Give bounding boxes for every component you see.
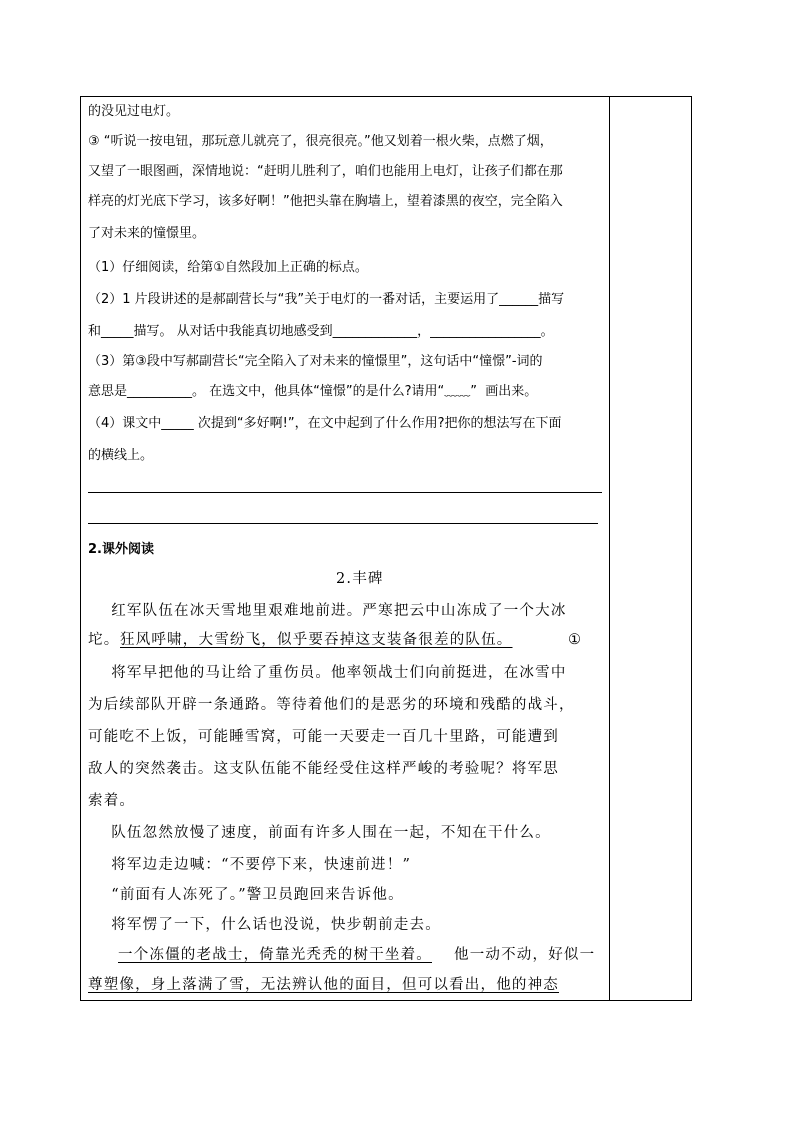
passage-line-3: 又望了一眼图画，深情地说：“赶明儿胜利了，咱们也能用上电灯，让孩子们都在那 xyxy=(88,164,563,179)
question-4-line-1: （4）课文中_____ 次提到“多好啊!”，在文中起到了什么作用?把你的想法写在下面 xyxy=(88,416,562,431)
story-line-11: 将军愣了一下，什么话也没说，快步朝前走去。 xyxy=(88,917,441,933)
story-marker-1: ① xyxy=(568,632,583,648)
story-line-7: 索着。 xyxy=(88,793,136,809)
question-2-line-2: 和_____描写。 从对话中我能真切地感受到_____________，_________________。 xyxy=(88,324,554,339)
story-line-4: 为后续部队开辟一条通路。等待着他们的是恶劣的环境和残酷的战斗， xyxy=(88,697,575,713)
table-column-divider xyxy=(609,97,610,1000)
question-3-line-2: 意思是__________。 在选文中，他具体“憧憬”的是什么?请用“﹏﹏” 画出来。 xyxy=(88,384,538,399)
passage-line-4: 样亮的灯光底下学习，该多好啊！”他把头靠在胸墙上，望着漆黑的夜空，完全陷入 xyxy=(88,194,563,209)
story-line-1: 红军队伍在冰天雪地里艰难地前进。严寒把云中山冻成了一个大冰 xyxy=(88,603,567,619)
story-line-9: 将军边走边喊：“不要停下来，快速前进！” xyxy=(88,857,412,873)
story-line-2: 坨。 xyxy=(88,632,120,648)
answer-line-1[interactable] xyxy=(88,492,602,493)
passage-line-1: 的没见过电灯。 xyxy=(88,104,180,119)
question-4-line-2: 的横线上。 xyxy=(88,448,154,463)
story-underlined-sentence-1: 狂风呼啸，大雪纷飞，似乎要吞掉这支装备很差的队伍。 xyxy=(120,632,513,648)
question-2-line-1: （2）1 片段讲述的是郝副营长与“我”关于电灯的一番对话，主要运用了______描写 xyxy=(88,292,565,307)
story-title: 2.丰碑 xyxy=(336,571,384,587)
story-underlined-sentence-2: 一个冻僵的老战士，倚靠光秃秃的树干坐着。 xyxy=(118,947,432,963)
question-1: （1）仔细阅读，给第①自然段加上正确的标点。 xyxy=(88,260,368,275)
section-heading: 2.课外阅读 xyxy=(88,542,154,557)
story-line-5: 可能吃不上饭，可能睡雪窝，可能一天要走一百几十里路，可能遭到 xyxy=(88,729,559,745)
passage-line-2: ③ “听说一按电钮，那玩意儿就亮了，很亮很亮。”他又划着一根火柴，点燃了烟， xyxy=(88,134,553,149)
passage-line-5: 了对未来的憧憬里。 xyxy=(88,226,206,241)
answer-line-2[interactable] xyxy=(88,523,598,524)
story-line-6: 敌人的突然袭击。这支队伍能不能经受住这样严峻的考验呢？将军思 xyxy=(88,761,559,777)
story-line-12: 他一动不动，好似一 xyxy=(454,947,596,963)
question-3-line-1: （3）第③段中写郝副营长“完全陷入了对未来的憧憬里”，这句话中“憧憬”-词的 xyxy=(88,354,543,369)
story-line-8: 队伍忽然放慢了速度，前面有许多人围在一起，不知在干什么。 xyxy=(88,825,551,841)
story-line-3: 将军早把他的马让给了重伤员。他率领战士们向前挺进，在冰雪中 xyxy=(88,665,567,681)
story-underlined-sentence-3: 尊塑像，身上落满了雪，无法辨认他的面目，但可以看出，他的神态 xyxy=(88,977,559,993)
story-line-10: “前面有人冻死了。”警卫员跑回来告诉他。 xyxy=(88,887,404,903)
